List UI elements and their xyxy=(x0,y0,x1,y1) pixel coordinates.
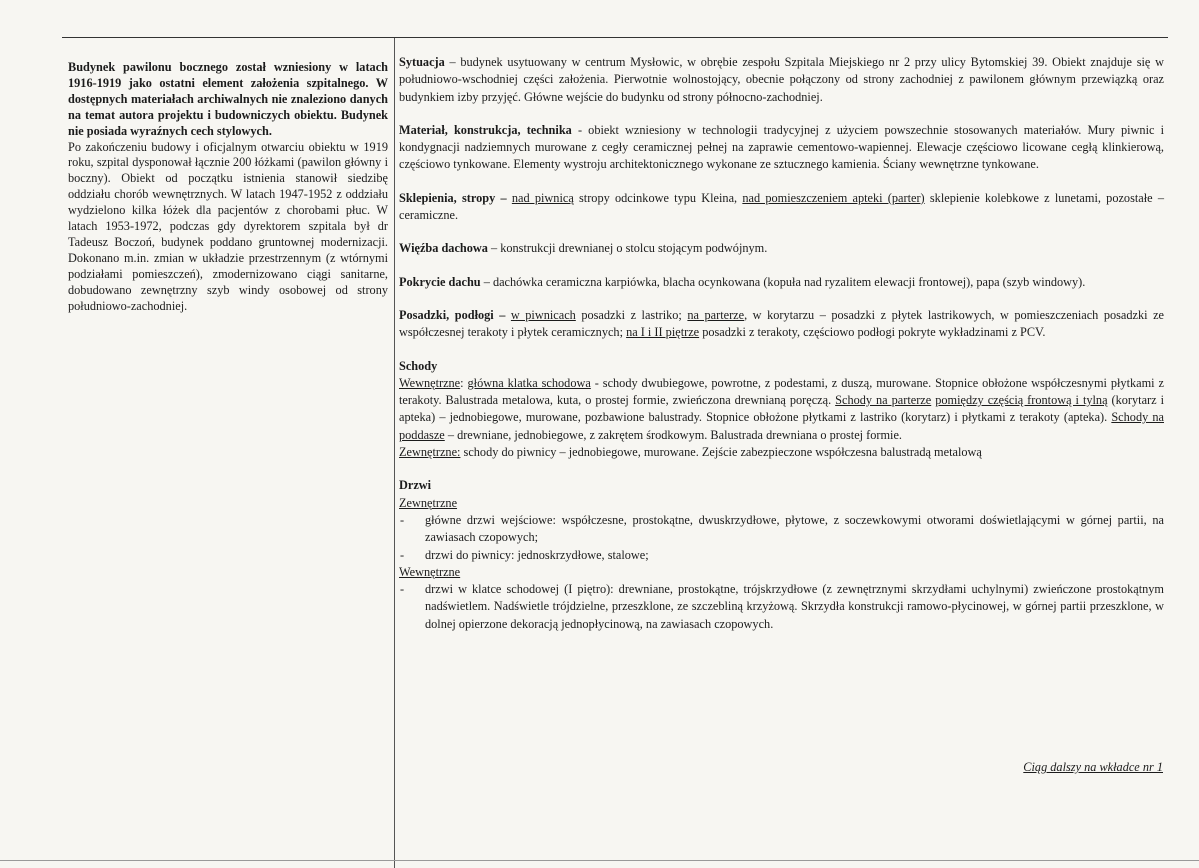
section-text: - obiekt wzniesiony w technologii tradycyjnej z użyciem powszechnie stosowanych materiałów. Mury piwnic i kondygnacji nadziemnych murowane z cegły ceramicznej pełnej na zaprawie cementowo-wapiennej. Elewacje częściowo licowane cegłą klinkierową, częściowo tynkowane. Elementy wystroju architektonicznego wykonane ze sztucznego kamienia. Ściany wewnętrzne tynkowane. xyxy=(399,122,1164,172)
underlined-term: nad piwnicą xyxy=(511,190,574,205)
left-column xyxy=(68,60,388,315)
section-text: – drewniane, jednobiegowe, z zakrętem środkowym. Balustrada drewniana o prostej formie. xyxy=(444,427,902,442)
section-heading: Schody xyxy=(399,358,438,373)
underlined-term: nad pomieszczeniem apteki (parter) xyxy=(742,190,925,205)
intro-paragraph: Budynek pawilonu bocznego został wzniesiony w latach 1916-1919 jako ostatni element założenia szpitalnego. W dostępnych materiałach archiwalnych nie znaleziono danych na temat autora projektu i budowniczych obiektu. Budynek nie posiada wyraźnych cech stylowych. xyxy=(68,60,388,138)
section-text: – dachówka ceramiczna karpiówka, blacha ocynkowana (kopuła nad ryzalitem elewacji frontowej), papa (szyb windowy). xyxy=(480,274,1086,289)
schody-external xyxy=(399,444,1164,461)
continuation-note: Ciąg dalszy na wkładce nr 1 xyxy=(1023,760,1163,774)
separator: – xyxy=(493,307,511,322)
list-item: - drzwi do piwnicy: jednoskrzydłowe, stalowe; xyxy=(399,547,1164,564)
section-text: schody do piwnicy – jednobiegowe, murowane. Zejście zabezpieczone współczesna balustradą metalową xyxy=(460,445,982,460)
subheading-internal: Wewnętrzne xyxy=(399,564,461,579)
schody-internal xyxy=(399,375,1164,444)
section-text: posadzki z lastriko; xyxy=(575,307,688,322)
section-material xyxy=(399,122,1164,174)
section-wiezba xyxy=(399,240,1164,257)
section-sytuacja xyxy=(399,54,1164,106)
section-text: – budynek usytuowany w centrum Mysłowic, w obrębie zespołu Szpitala Miejskiego nr 2 przy ulicy Bytomskiej 39. Obiekt znajduje się w południowo-wschodniej części założenia. Pierwotnie wolnostojący, obecnie połączony od strony zachodniej z pawilonem głównym przewiązką oraz budynkiem izby przyjęć. Główne wejście do budynku od strony północno-zachodniej. xyxy=(399,55,1164,104)
internal-doors-list xyxy=(399,581,1164,633)
section-text: - schody dwubiegowe, powrotne, z podestami, z duszą, murowane. Stopnice obłożone współczesnymi płytkami z terakoty. Balustrada metalowa, kuta, o prostej formie, zwieńczona drewnianą poręczą. xyxy=(399,375,1164,408)
underlined-term: Zewnętrzne: xyxy=(399,445,461,460)
section-heading: Drzwi xyxy=(399,478,432,493)
subheading-external: Zewnętrzne xyxy=(399,495,458,510)
section-text: posadzki z terakoty, częściowo podłogi pokryte wykładzinami z PCV. xyxy=(699,325,1046,340)
history-paragraph: Po zakończeniu budowy i oficjalnym otwarciu obiektu w 1919 roku, szpital dysponował łącznie 200 łóżkami (pawilon główny i boczny). Obiekt od początku istnienia stanowił siedzibę oddziału chorób wewnętrznych. W latach 1947-1952 z oddziału wydzielono kilka łóżek dla pacjentów z chorobami płuc. W latach 1953-1972, podczas gdy dyrektorem szpitala był dr Tadeusz Boczoń, budynek poddano gruntownej modernizacji. Dokonano m.in. zmian w układzie przestrzennym (z wtórnymi podziałami pomieszczeń), zmodernizowano ciągi sanitarne, dobudowano zewnętrzny szyb windy osobowej od strony południowo-zachodniej. xyxy=(68,139,388,313)
section-text: : xyxy=(460,375,468,390)
underlined-term: na parterze xyxy=(687,307,745,322)
section-heading: Posadzki, podłogi xyxy=(399,307,494,322)
underlined-term: na I i II piętrze xyxy=(626,325,700,340)
section-pokrycie xyxy=(399,274,1164,291)
right-column xyxy=(399,54,1164,649)
section-sklepienia xyxy=(399,190,1164,225)
page-edge-line xyxy=(0,860,1199,861)
underlined-term: pomiędzy częścią frontową i tylną xyxy=(935,393,1108,408)
section-drzwi xyxy=(399,477,1164,633)
section-text: – konstrukcji drewnianej o stolcu stojącym podwójnym. xyxy=(487,241,768,256)
underlined-term: główna klatka schodowa xyxy=(467,375,591,390)
list-item: - główne drzwi wejściowe: współczesne, prostokątne, dwuskrzydłowe, płytowe, z soczewkowymi otworami doświetlającymi w górnej partii, na zawiasach czopowych; xyxy=(399,512,1164,547)
separator: – xyxy=(495,190,512,205)
section-schody xyxy=(399,358,1164,462)
section-heading: Pokrycie dachu xyxy=(399,274,481,289)
underlined-term: w piwnicach xyxy=(510,307,576,322)
underlined-term: Schody na parterze xyxy=(835,393,932,408)
section-text: sklepienie kolebkowe z lunetami, pozostałe – ceramiczne. xyxy=(399,190,1164,223)
external-doors-list xyxy=(399,512,1164,564)
section-posadzki xyxy=(399,307,1164,342)
section-heading: Więźba dachowa xyxy=(399,241,488,256)
section-text: , w korytarzu – posadzki z płytek lastrikowych, w pomieszczeniach posadzki ze współczesnej terakoty i płytek ceramicznych; xyxy=(399,307,1164,340)
top-rule xyxy=(62,37,1168,38)
section-heading: Materiał, konstrukcja, technika xyxy=(399,122,572,137)
section-text: stropy odcinkowe typu Kleina, xyxy=(573,190,743,205)
underlined-term: Wewnętrzne xyxy=(399,375,461,390)
list-item: - drzwi w klatce schodowej (I piętro): drewniane, prostokątne, trójskrzydłowe (z zewnętrznymi skrzydłami uchylnymi) zwieńczone prostokątnym nadświetlem. Nadświetle trójdzielne, przeszklone, ze szczebliną krzyżową. Skrzydła konstrukcji ramowo-płycinowej, w górnej partii przeszklone, w dolnej opierzone dekoracją jednopłycinową, na zawiasach czopowych. xyxy=(399,581,1164,633)
section-heading: Sytuacja xyxy=(399,55,445,69)
section-text: (korytarz i apteka) – jednobiegowe, murowane, pozbawione balustrady. Stopnice obłożone płytkami z lastriko (korytarz) i płytkami z terakoty (apteka). xyxy=(399,393,1164,425)
section-heading: Sklepienia, stropy xyxy=(399,190,496,205)
column-divider xyxy=(394,38,395,868)
underlined-term: Schody na poddasze xyxy=(399,410,1164,442)
